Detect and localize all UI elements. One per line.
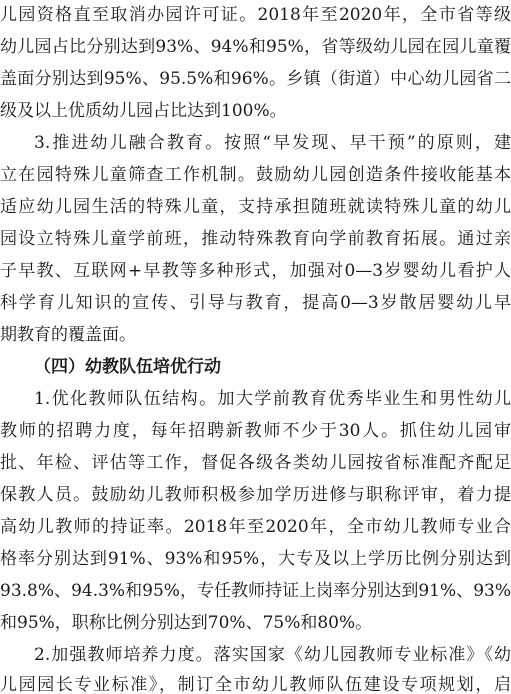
text-line: 立在园特殊儿童筛查工作机制。鼓励幼儿园创造条件接收能基本 <box>0 165 511 185</box>
text-line: 盖面分别达到95%、95.5%和96%。乡镇（街道）中心幼儿园省二 <box>0 69 511 89</box>
text-line: 儿园资格直至取消办园许可证。2018年至2020年，全市省等级 <box>0 5 511 25</box>
text-line: 2.加强教师培养力度。落实国家《幼儿园教师专业标准》《幼 <box>34 645 511 665</box>
text-line: 期教育的覆盖面。 <box>0 325 136 345</box>
text-line: 批、年检、评估等工作，督促各级各类幼儿园按省标准配齐配足 <box>0 453 511 473</box>
text-line: 级及以上优质幼儿园占比达到100%。 <box>0 101 287 121</box>
text-line: 幼儿园占比分别达到93%、94%和95%，省等级幼儿园在园儿童覆 <box>0 37 511 57</box>
text-line: 高幼儿教师的持证率。2018年至2020年，全市幼儿教师专业合 <box>0 517 511 537</box>
text-line: 教师的招聘力度，每年招聘新教师不少于30人。抓住幼儿园审 <box>0 421 511 441</box>
section-heading: （四）幼教队伍培优行动 <box>34 357 221 377</box>
text-line: 1.优化教师队伍结构。加大学前教育优秀毕业生和男性幼儿 <box>34 389 511 409</box>
text-line: 科学育儿知识的宣传、引导与教育，提高0—3岁散居婴幼儿早 <box>0 293 511 313</box>
text-line: 3.推进幼儿融合教育。按照“早发现、早干预”的原则，建 <box>34 133 511 153</box>
text-line: 适应幼儿园生活的特殊儿童，支持承担随班就读特殊儿童的幼儿 <box>0 197 511 217</box>
text-line: 子早教、互联网+早教等多种形式，加强对0—3岁婴幼儿看护人 <box>0 261 511 281</box>
text-line: 保教人员。鼓励幼儿教师积极参加学历进修与职称评审，着力提 <box>0 485 511 505</box>
text-line: 93.8%、94.3%和95%，专任教师持证上岗率分别达到91%、93% <box>0 581 511 601</box>
text-line: 和95%，职称比例分别达到70%、75%和80%。 <box>0 613 373 633</box>
text-line: 园设立特殊儿童学前班，推动特殊教育向学前教育拓展。通过亲 <box>0 229 511 249</box>
text-line: 儿园园长专业标准》，制订全市幼儿教师队伍建设专项规划，启 <box>0 675 511 694</box>
text-line: 格率分别达到91%、93%和95%，大专及以上学历比例分别达到 <box>0 549 511 569</box>
